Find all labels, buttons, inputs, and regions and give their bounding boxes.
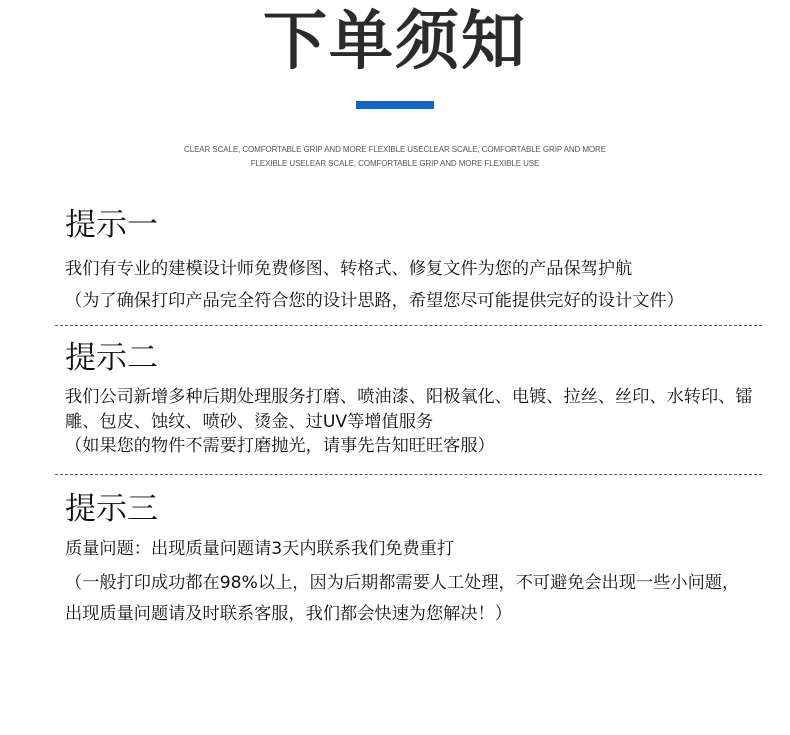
section-divider [55,325,762,326]
tip-section-1 [65,206,765,314]
subtitle-line-1: CLEAR SCALE, COMFORTABLE GRIP AND MORE FLEXIBLE USECLEAR SCALE, COMFORTABLE GRIP AND MORE [184,145,606,154]
subtitle-line-2: FLEXIBLE USELEAR SCALE, COMFORTABLE GRIP AND MORE FLEXIBLE USE [250,159,540,168]
tip-heading: 提示二 [65,340,158,376]
section-divider [55,474,762,475]
page-title: 下单须知 [263,5,527,79]
tip-section-2 [65,339,765,459]
tip-text: 质量问题：出现质量问题请3天内联系我们免费重打 [65,539,455,559]
tip-note: （如果您的物件不需要打磨抛光，请事先告知旺旺客服） [65,436,495,456]
title-accent-bar [356,101,434,109]
tip-heading: 提示三 [65,491,158,527]
tip-note: （为了确保打印产品完全符合您的设计思路，希望您尽可能提供完好的设计文件） [65,291,684,311]
tip-section-3 [65,490,765,630]
tip-note: （一般打印成功都在98%以上，因为后期都需要人工处理，不可避免会出现一些小问题，出现质量问题请及时联系客服，我们都会快速为您解决！） [65,573,740,624]
tip-heading: 提示一 [65,207,158,243]
tip-text: 我们公司新增多种后期处理服务打磨、喷油漆、阳极氧化、电镀、拉丝、丝印、水转印、镭雕、包皮、蚀纹、喷砂、烫金、过UV等增值服务 [65,387,753,432]
tip-text: 我们有专业的建模设计师免费修图、转格式、修复文件为您的产品保驾护航 [65,259,633,279]
